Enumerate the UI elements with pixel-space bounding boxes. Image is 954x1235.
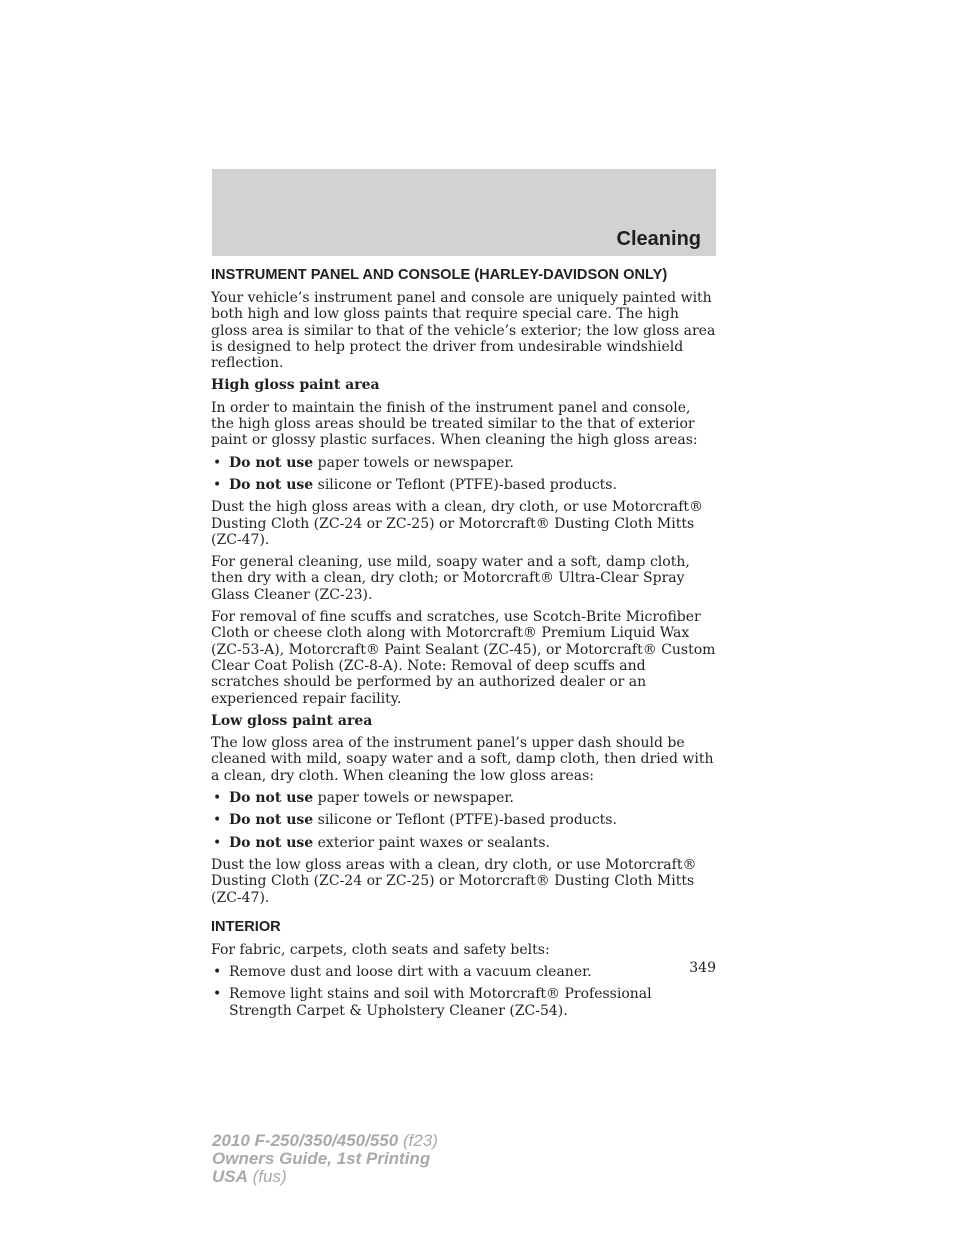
footer-model-code: (f23) xyxy=(398,1131,438,1150)
low-gloss-list xyxy=(211,790,717,851)
footer-model: 2010 F-250/350/450/550 xyxy=(212,1131,399,1150)
high-gloss-scuffs-paragraph: For removal of fine scuffs and scratches, use Scotch-Brite Microfiber Cloth or cheese cloth along with Motorcraft® Premium Liquid Wax (ZC-53-A), Motorcraft® Paint Sealant (ZC-45), or Motorcraft® Custom Clear Coat Polish (ZC-8-A). Note: Removal of deep scuffs and scratches should be performed by an authorized dealer or an experienced repair facility. xyxy=(211,609,716,707)
section-header-band xyxy=(212,169,716,256)
list-item: • Remove dust and loose dirt with a vacuum cleaner. xyxy=(211,964,717,980)
bullet-text: paper towels or newspaper. xyxy=(313,454,514,471)
footer-line-2: Owners Guide, 1st Printing xyxy=(212,1149,431,1168)
bullet-text: paper towels or newspaper. xyxy=(313,790,514,807)
bullet-bold: Do not use xyxy=(229,834,314,851)
document-footer xyxy=(212,1132,438,1186)
list-item xyxy=(211,477,717,493)
high-gloss-list xyxy=(211,455,717,494)
high-gloss-general-paragraph: For general cleaning, use mild, soapy water and a soft, damp cloth, then dry with a clean, dry cloth; or Motorcraft® Ultra-Clear Spray Glass Cleaner (ZC-23). xyxy=(211,554,690,603)
low-gloss-intro: The low gloss area of the instrument panel’s upper dash should be cleaned with mild, soapy water and a soft, damp cloth, then dried with a clean, dry cloth. When cleaning the low gloss areas: xyxy=(211,735,714,784)
bullet-bold: Do not use xyxy=(229,790,314,807)
list-item xyxy=(211,790,717,806)
bullet-bold: Do not use xyxy=(229,476,314,493)
subheading-high-gloss: High gloss paint area xyxy=(211,377,380,394)
interior-intro: For fabric, carpets, cloth seats and safety belts: xyxy=(211,941,550,958)
heading-instrument-panel: INSTRUMENT PANEL AND CONSOLE (HARLEY-DAVIDSON ONLY) xyxy=(211,267,668,283)
footer-market-code: (fus) xyxy=(247,1167,287,1186)
bullet-bold: Do not use xyxy=(229,812,314,829)
high-gloss-intro: In order to maintain the finish of the instrument panel and console, the high gloss areas should be treated similar to the that of exterior paint or glossy plastic surfaces. When cleaning the high gloss areas: xyxy=(211,399,698,449)
bullet-text: silicone or Teflont (PTFE)-based products. xyxy=(313,476,617,493)
bullet-text: silicone or Teflont (PTFE)-based products. xyxy=(313,812,617,829)
list-item xyxy=(211,455,717,471)
footer-line-1 xyxy=(212,1132,438,1150)
bullet-bold: Do not use xyxy=(229,454,314,471)
page-number: 349 xyxy=(689,960,716,976)
heading-interior: INTERIOR xyxy=(211,918,281,935)
page-content xyxy=(211,266,717,1025)
high-gloss-dust-paragraph: Dust the high gloss areas with a clean, dry cloth, or use Motorcraft® Dusting Cloth (ZC-24 or ZC-25) or Motorcraft® Dusting Cloth Mitts (ZC-47). xyxy=(211,499,704,548)
section-title: Cleaning xyxy=(616,228,701,250)
bullet-text: exterior paint waxes or sealants. xyxy=(313,834,550,851)
intro-paragraph: Your vehicle’s instrument panel and console are uniquely painted with both high and low gloss paints that require special care. The high gloss area is similar to that of the vehicle’s exterior; the low gloss area is designed to help protect the driver from undesirable windshield reflection. xyxy=(211,290,716,372)
low-gloss-dust-paragraph: Dust the low gloss areas with a clean, dry cloth, or use Motorcraft® Dusting Cloth (ZC-24 or ZC-25) or Motorcraft® Dusting Cloth Mitts (ZC-47). xyxy=(211,856,697,906)
list-item xyxy=(211,812,717,828)
footer-line-3 xyxy=(212,1168,438,1186)
footer-market: USA xyxy=(212,1167,248,1186)
subheading-low-gloss: Low gloss paint area xyxy=(211,712,373,729)
list-item xyxy=(211,835,717,851)
list-item: • Remove light stains and soil with Motorcraft® Professional Strength Carpet & Upholstery Cleaner (ZC-54). xyxy=(211,986,717,1019)
